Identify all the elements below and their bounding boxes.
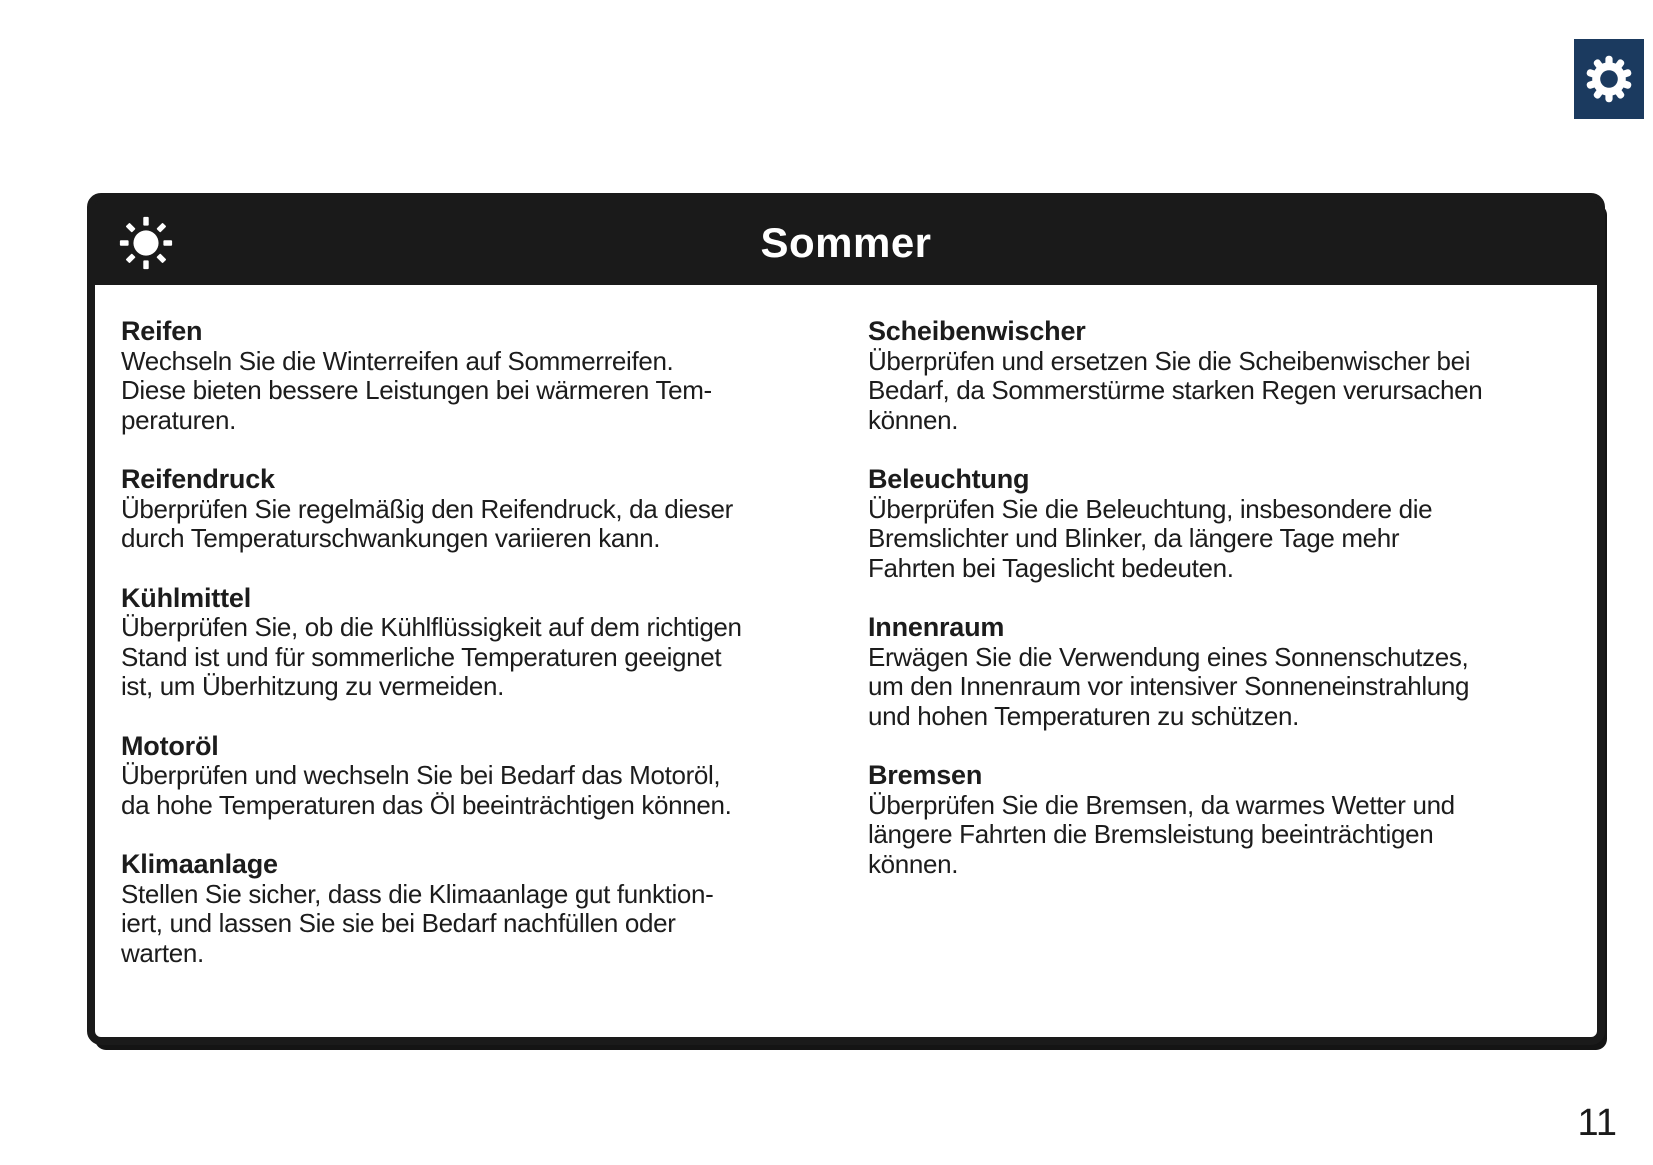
right-column	[868, 317, 1561, 968]
section-heading: Reifendruck	[121, 464, 275, 494]
section-text-line: Wechseln Sie die Winterreifen auf Sommerreifen.	[121, 345, 674, 376]
panel-header	[95, 201, 1597, 285]
section-text-line: Überprüfen Sie, ob die Kühlflüssigkeit auf dem richtigen	[121, 612, 742, 642]
section-text-line: Überprüfen und wechseln Sie bei Bedarf das Motoröl,	[121, 760, 721, 790]
checklist-section	[868, 317, 1561, 435]
section-text-line: Überprüfen und ersetzen Sie die Scheibenwischer bei	[868, 345, 1471, 376]
page-number: 11	[1577, 1102, 1617, 1144]
section-text-line: um den Innenraum vor intensiver Sonneneinstrahlung	[868, 671, 1470, 701]
settings-badge	[1574, 39, 1644, 119]
section-text-line: Bremslichter und Blinker, da längere Tage mehr	[868, 523, 1400, 553]
section-heading: Innenraum	[868, 612, 1005, 642]
panel-title: Sommer	[760, 219, 932, 266]
summer-checklist-panel	[87, 193, 1605, 1045]
checklist-section	[868, 465, 1561, 583]
section-text-line: durch Temperaturschwankungen variieren kann.	[121, 523, 661, 553]
section-text-line: Bedarf, da Sommerstürme starken Regen verursachen	[868, 375, 1483, 405]
gear-icon	[1577, 47, 1641, 111]
section-text-line: Überprüfen Sie die Beleuchtung, insbesondere die	[868, 493, 1433, 524]
section-text-line: Stand ist und für sommerliche Temperaturen geeignet	[121, 641, 722, 672]
left-column	[121, 317, 814, 968]
sun-icon	[117, 214, 175, 272]
section-text-line: und hohen Temperaturen zu schützen.	[868, 700, 1300, 731]
section-heading: Motoröl	[121, 730, 219, 761]
section-text-line: da hohe Temperaturen das Öl beeinträchtigen können.	[121, 789, 732, 820]
section-heading: Klimaanlage	[121, 849, 278, 879]
checklist-section	[868, 613, 1561, 731]
section-heading: Bremsen	[868, 760, 983, 790]
checklist-section	[121, 465, 814, 554]
checklist-section	[121, 317, 814, 435]
panel-body	[95, 285, 1597, 968]
checklist-section	[121, 584, 814, 702]
section-heading: Scheibenwischer	[868, 316, 1086, 346]
section-heading: Beleuchtung	[868, 464, 1030, 494]
section-text-line: Stellen Sie sicher, dass die Klimaanlage gut funktion-	[121, 878, 714, 909]
section-text-line: Diese bieten bessere Leistungen bei wärmeren Tem-	[121, 375, 712, 405]
section-heading: Kühlmittel	[121, 582, 251, 613]
section-text-line: ist, um Überhitzung zu vermeiden.	[121, 671, 504, 701]
section-text-line: längere Fahrten die Bremsleistung beeinträchtigen	[868, 819, 1434, 849]
section-text-line: Erwägen Sie die Verwendung eines Sonnenschutzes,	[868, 641, 1469, 672]
checklist-section	[868, 761, 1561, 879]
section-text-line: Fahrten bei Tageslicht bedeuten.	[868, 552, 1234, 583]
checklist-section	[121, 732, 814, 821]
section-text-line: Überprüfen Sie regelmäßig den Reifendruck, da dieser	[121, 493, 733, 524]
checklist-section	[121, 850, 814, 968]
section-text-line: warten.	[121, 937, 204, 968]
section-text-line: peraturen.	[121, 404, 237, 435]
section-heading: Reifen	[121, 316, 203, 346]
section-text-line: können.	[868, 848, 959, 879]
section-text-line: iert, und lassen Sie sie bei Bedarf nachfüllen oder	[121, 908, 676, 938]
section-text-line: können.	[868, 404, 959, 435]
section-text-line: Überprüfen Sie die Bremsen, da warmes Wetter und	[868, 789, 1455, 820]
